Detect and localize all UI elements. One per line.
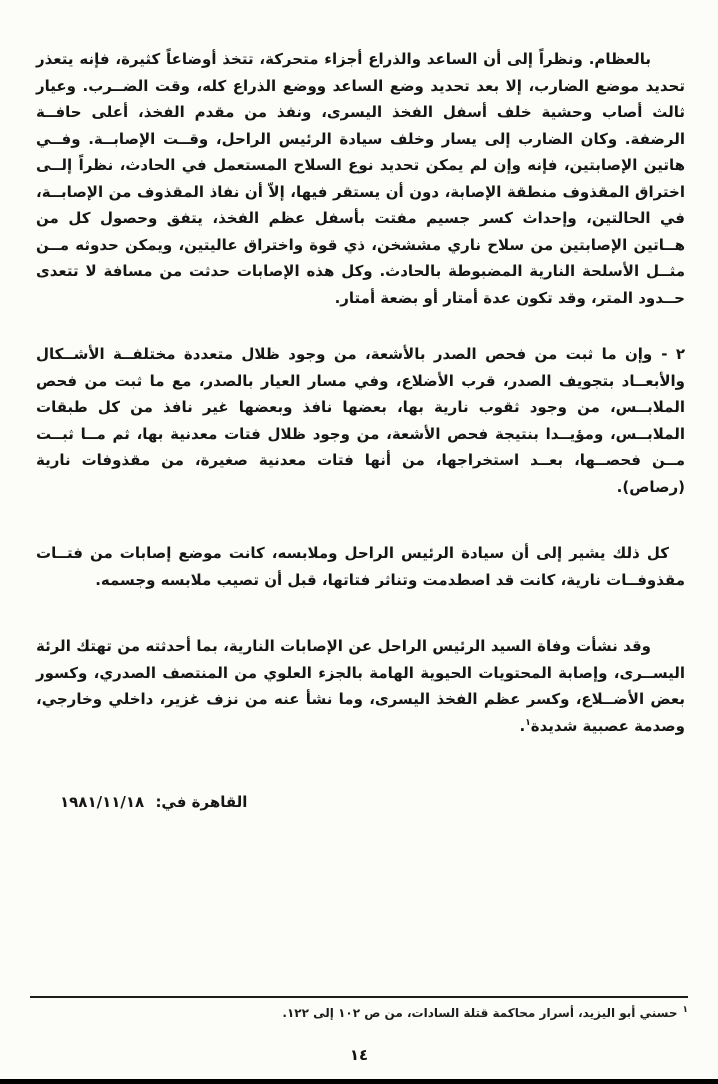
footnote-divider-rule [30,996,688,998]
paragraph-cause-of-death [36,633,685,739]
document-body [36,46,685,811]
dateline-place-label: القاهرة في: [155,793,248,811]
footnote-number: ١ [682,1005,688,1015]
dateline-date: ١٩٨١/١١/١٨ [60,793,145,811]
scan-bottom-edge-artifact [0,1079,718,1084]
paragraph-cause-of-death-tail: . [519,716,526,735]
paragraph-cause-of-death-text: وقد نشأت وفاة السيد الرئيس الراحل عن الإصابات النارية، بما أحدثته من تهتك الرئة اليســرى، وإصابة المحتويات الحيوية الهامة بالجزء العلوي من المنتصف الصدري، وكسور بعض الأضــلاع، وكسر عظم الفخذ اليسرى، وما نشأ عنه من نزف غزير، داخلي وخارجي، وصدمة عصبية شديدة [36,637,685,735]
footnote-reference-mark: ١ [525,717,531,728]
footnote-text: حسني أبو اليزيد، أسرار محاكمة قتلة السادات، من ص ١٠٢ إلى ١٢٢. [282,1006,678,1020]
paragraph-conclusion: كل ذلك يشير إلى أن سيادة الرئيس الراحل وملابسه، كانت موضع إصابات من فتــات مقذوفــات نارية، كانت قد اصطدمت وتناثر فتاتها، قبل أن تصيب ملابسه وجسمه. [36,544,685,589]
footnote [30,1005,688,1022]
item-2-text: وإن ما ثبت من فحص الصدر بالأشعة، من وجود ظلال متعددة مختلفــة الأشــكال والأبعــاد بتجويف الصدر، قرب الأضلاع، وفي مسار العيار بالصدر، مع ما ثبت من فحص الملابــس، من وجود ثقوب نارية بها، بعضها نافذ وبعضها غير نافذ من كل طبقات الملابــس، ومؤيــدا بنتيجة فحص الأشعة، من وجود ظلال فتات معدنية بها، ثم مــا ثبــت مــن فحصــها، بعــد استخراجها، من أنها فتات معدنية صغيرة، من مقذوفات نارية (رصاص). [36,345,685,496]
page-number: ١٤ [349,1046,369,1064]
numbered-item-2 [36,341,685,500]
dateline [36,793,685,811]
item-2-marker: ٢ - [661,345,685,363]
footnote-section [30,996,688,1022]
paragraph-continuation: بالعظام. ونظراً إلى أن الساعد والذراع أجزاء متحركة، تتخذ أوضاعاً كثيرة، فإنه يتعذر تحديد موضع الضارب، إلا بعد تحديد وضع الساعد ووضع الذراع كله، وقت الضــرب. وعيار ثالث أصاب وحشية خلف أسفل الفخذ اليسرى، ونفذ من مقدم الفخذ، أعلى حافــة الرضفة. وكان الضارب إلى يسار وخلف سيادة الرئيس الراحل، وقــت الإصابــة. وفــي هاتين الإصابتين، فإنه وإن لم يمكن تحديد نوع السلاح المستعمل في الحادث، نظراً إلــى اختراق المقذوف منطقة الإصابة، دون أن يستقر فيها، إلاّ أن نفاذ المقذوف من الإصابــة، في الحالتين، وإحداث كسر جسيم مفتت بأسفل عظم الفخذ، يتفق وحصول كل من هــاتين الإصابتين من سلاح ناري مششخن، ذي قوة واختراق عاليتين، ويمكن حدوثه مــن مثــل الأسلحة النارية المضبوطة بالحادث. وكل هذه الإصابات حدثت من مسافة لا تتعدى حــدود المتر، وقد تكون عدة أمتار أو بضعة أمتار. [36,50,685,307]
